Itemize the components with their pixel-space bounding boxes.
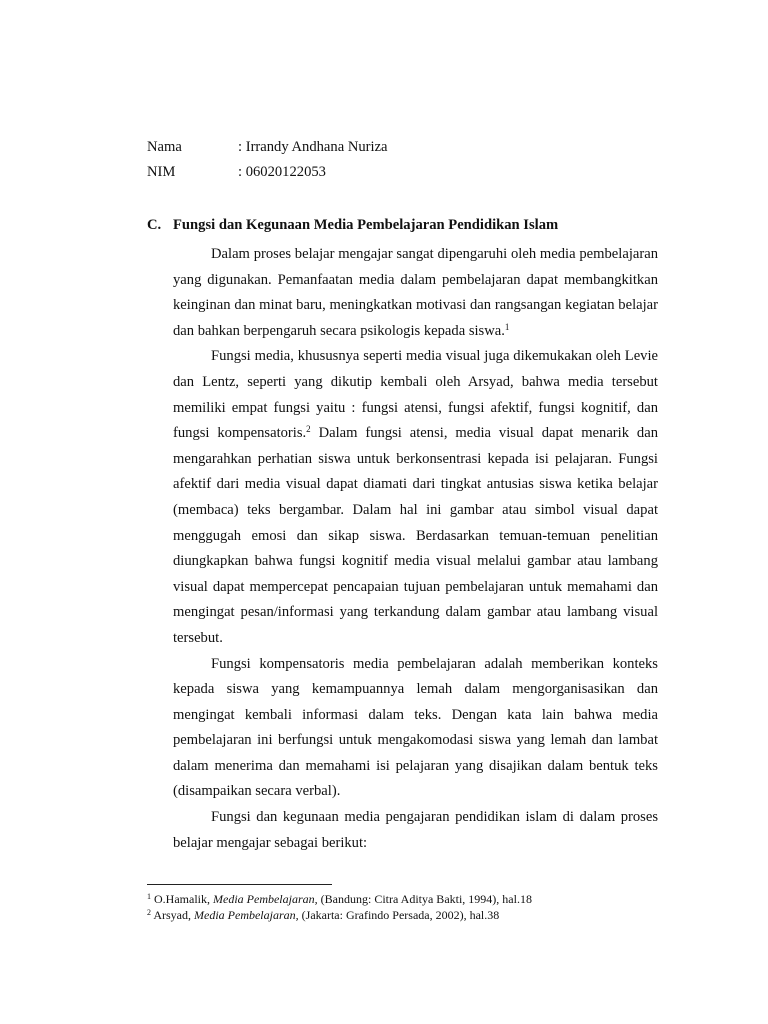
paragraph-1 bbox=[173, 242, 658, 344]
name-value: : Irrandy Andhana Nuriza bbox=[238, 139, 388, 155]
footnote-ref-1: 1 bbox=[504, 321, 510, 332]
footnote-2 bbox=[147, 907, 532, 923]
paragraph-4-text: Fungsi dan kegunaan media pengajaran pendidikan islam di dalam proses belajar mengajar sebagai berikut: bbox=[173, 809, 658, 851]
paragraph-3-text: Fungsi kompensatoris media pembelajaran adalah memberikan konteks kepada siswa yang kemampuannya lemah dalam mengorganisasikan dan mengingat kembali informasi dalam teks. Dengan kata lain bahwa media pembelajaran ini berfungsi untuk mengakomodasi siswa yang lemah dan lambat dalam menerima dan memahami isi pelajaran yang disajikan dalam bentuk teks (disampaikan secara verbal). bbox=[173, 655, 658, 800]
footnotes bbox=[147, 891, 532, 923]
paragraph-2 bbox=[173, 344, 658, 651]
footnote-1 bbox=[147, 891, 532, 907]
paragraph-2-text-a: Fungsi media, khususnya seperti media visual juga dikemukakan oleh Levie dan Lentz, seperti yang dikutip kembali oleh Arsyad, bahwa media tersebut memiliki empat fungsi yaitu : fungsi atensi, fungsi afektif, fungsi kognitif, dan fungsi kompensatoris. bbox=[173, 348, 658, 442]
section-heading bbox=[147, 215, 558, 235]
footnote-1-title: Media Pembelajaran, bbox=[213, 892, 318, 906]
footnote-2-marker: 2 bbox=[147, 908, 151, 917]
footnote-2-title: Media Pembelajaran, bbox=[194, 908, 299, 922]
paragraph-2-text-b: Dalam fungsi atensi, media visual dapat menarik dan mengarahkan perhatian siswa untuk berkonsentrasi kepada isi pelajaran. Fungsi afektif dari media visual dapat diamati dari tingkat antusias siswa ketika belajar (membaca) teks bergambar. Dalam hal ini gambar atau simbol visual dapat menggugah emosi dan sikap siswa. Berdasarkan temuan-temuan penelitian diungkapkan bahwa fungsi kognitif media visual melalui gambar atau lambang visual dapat mempercepat pencapaian tujuan pembelajaran untuk memahami dan mengingat pesan/informasi yang terkandung dalam gambar atau lambang visual tersebut. bbox=[173, 425, 658, 646]
footnote-ref-2: 2 bbox=[306, 424, 311, 435]
name-row bbox=[147, 137, 388, 157]
section-number: C. bbox=[147, 217, 162, 233]
footnote-divider bbox=[147, 884, 332, 885]
nim-row bbox=[147, 162, 326, 182]
paragraph-3 bbox=[173, 652, 658, 806]
footnote-2-author: Arsyad, bbox=[151, 908, 194, 922]
nim-value: : 06020122053 bbox=[238, 164, 326, 180]
footnote-1-publication: (Bandung: Citra Aditya Bakti, 1994), hal.18 bbox=[317, 892, 532, 906]
paragraph-1-text: Dalam proses belajar mengajar sangat dipengaruhi oleh media pembelajaran yang digunakan. Pemanfaatan media dalam pembelajaran dapat membangkitkan keinginan dan minat baru, meningkatkan motivasi dan rangsangan kegiatan belajar dan bahkan berpengaruh secara psikologis kepada siswa. bbox=[173, 246, 658, 339]
paragraph-4 bbox=[173, 805, 658, 856]
nim-label: NIM bbox=[147, 164, 176, 180]
footnote-1-author: O.Hamalik, bbox=[151, 892, 213, 906]
name-label: Nama bbox=[147, 139, 182, 155]
footnote-2-publication: (Jakarta: Grafindo Persada, 2002), hal.38 bbox=[298, 908, 500, 922]
footnote-1-marker: 1 bbox=[147, 892, 151, 901]
body-text bbox=[173, 242, 658, 856]
section-title: Fungsi dan Kegunaan Media Pembelajaran Pendidikan Islam bbox=[173, 217, 559, 233]
